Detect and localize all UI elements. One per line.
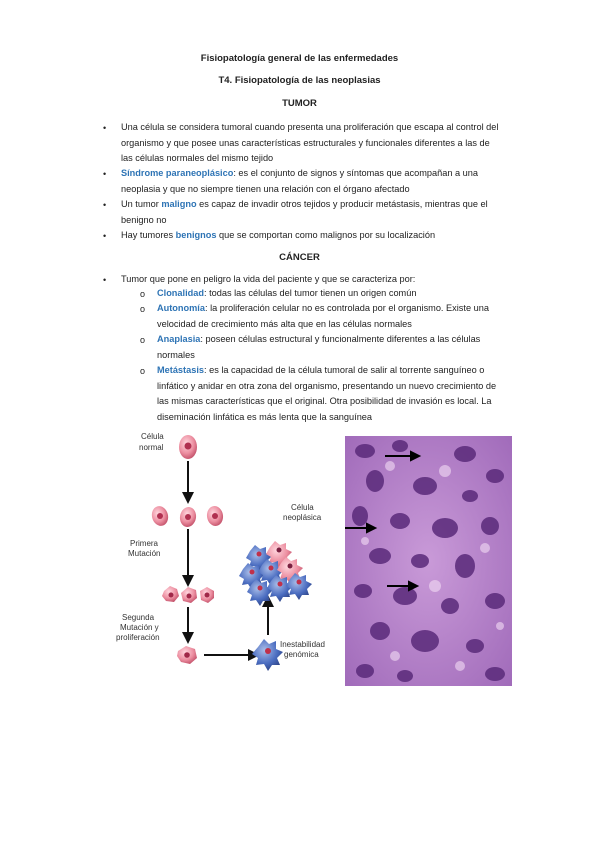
label-first-2: Mutación	[128, 549, 161, 558]
text-line: velocidad de crecimiento más alta que en las células normales	[157, 318, 412, 329]
cancer-item-autonomia	[157, 301, 533, 332]
tumor-paragraph-2	[121, 166, 533, 197]
carcinogenesis-diagram	[108, 423, 338, 688]
cancer-item-metastasis	[157, 363, 533, 425]
text-line: diseminación linfática es más lenta que la sanguínea	[157, 411, 373, 422]
text-fragment: : es la capacidad de la célula tumoral de salir al torrente sanguíneo o	[203, 365, 485, 375]
neoplastic-cell-cluster	[239, 541, 312, 606]
cancer-item-anaplasia	[157, 332, 533, 363]
term-metastasis: Metástasis	[157, 365, 204, 375]
text-line: linfático y anidar en otra zona del organismo, presentando un nuevo crecimiento de	[157, 380, 497, 391]
bullet-marker: •	[103, 231, 107, 241]
unstable-cell	[252, 639, 283, 671]
first-mutation-cells	[150, 504, 225, 528]
cancer-item-clonalidad	[157, 286, 533, 302]
proliferating-cell	[177, 646, 197, 664]
sub-bullet-marker: o	[140, 304, 146, 314]
bullet-marker: •	[103, 169, 107, 179]
section-heading-cancer: CÁNCER	[279, 252, 320, 263]
bullet-marker: •	[103, 275, 107, 285]
text-line: Tumor que pone en peligro la vida del paciente y que se caracteriza por:	[121, 274, 416, 284]
text-line: organismo y que posee unas características estructurales y funcionales diferentes a las de	[121, 137, 490, 148]
term-sindrome-paraneoplasico: Síndrome paraneoplásico	[121, 168, 234, 178]
sub-bullet-marker: o	[140, 366, 146, 376]
histology-micrograph	[345, 436, 512, 686]
text-fragment: Hay tumores	[121, 230, 176, 240]
label-instability-2: genómica	[284, 650, 319, 659]
text-line: las mismas características que el original. Otra posibilidad de invasión es local. La	[157, 396, 492, 406]
sub-bullet-marker: o	[140, 289, 146, 299]
second-mutation-cells	[162, 586, 214, 603]
text-fragment: es capaz de invadir otros tejidos y producir metástasis, mientras que el	[196, 199, 488, 209]
text-line: neoplasia y que no siempre tienen una relación con el órgano afectado	[121, 183, 410, 194]
text-line: Una célula se considera tumoral cuando presenta una proliferación que escapa al control del	[121, 122, 499, 132]
text-fragment: Un tumor	[121, 199, 162, 209]
label-second-1: Segunda	[122, 613, 155, 622]
label-second-2: Mutación y	[120, 623, 159, 632]
text-line: normales	[157, 349, 195, 360]
text-line: : es el conjunto de signos y síntomas que acompañan a una	[233, 168, 478, 178]
text-fragment: : todas las células del tumor tienen un origen común	[203, 288, 417, 298]
label-first-1: Primera	[130, 539, 159, 548]
term-maligno: maligno	[161, 199, 197, 209]
label-neoplastic-2: neoplásica	[283, 513, 322, 522]
label-normal-1: Célula	[141, 432, 164, 441]
text-line: las células normales del mismo tejido	[121, 153, 274, 163]
course-title: Fisiopatología general de las enfermedades	[200, 53, 399, 64]
text-fragment: : poseen células estructural y funcionalmente diferentes a las células	[200, 334, 481, 344]
bullet-marker: •	[103, 200, 107, 210]
bullet-marker: •	[103, 123, 107, 133]
text-line: benigno no	[121, 214, 167, 225]
sub-bullet-marker: o	[140, 335, 146, 345]
label-normal-2: normal	[139, 443, 164, 452]
term-clonalidad: Clonalidad	[157, 288, 204, 298]
tumor-paragraph-4	[121, 228, 533, 244]
text-fragment: : la proliferación celular no es controlada por el organismo. Existe una	[204, 303, 489, 313]
tumor-paragraph-1	[121, 120, 533, 167]
term-autonomia: Autonomía	[157, 303, 205, 313]
text-fragment: que se comportan como malignos por su localización	[216, 230, 436, 240]
term-benignos: benignos	[175, 230, 217, 240]
label-second-3: proliferación	[116, 633, 160, 642]
tumor-paragraph-3	[121, 197, 533, 228]
section-heading-tumor: TUMOR	[282, 98, 317, 109]
normal-cell	[179, 435, 197, 459]
topic-title: T4. Fisiopatología de las neoplasias	[218, 75, 381, 86]
label-instability-1: Inestabilidad	[280, 640, 325, 649]
label-neoplastic-1: Célula	[291, 503, 314, 512]
term-anaplasia: Anaplasia	[157, 334, 201, 344]
